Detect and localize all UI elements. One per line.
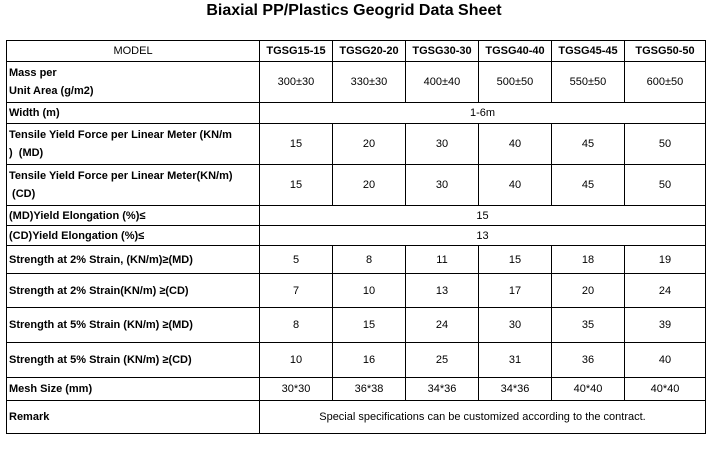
table-row-width: [7, 103, 706, 124]
tensile-md-cell: 40: [479, 124, 552, 165]
strength5-md-cell: 35: [552, 308, 625, 343]
mass-cell: 400±40: [406, 62, 479, 103]
table-row-tensile-md: [7, 124, 706, 165]
row-label-tensile-md: [7, 124, 260, 165]
mesh-size-cell: 30*30: [260, 378, 333, 401]
elongation-md-cell: 15: [260, 206, 706, 226]
mass-cell: 300±30: [260, 62, 333, 103]
strength2-md-cell: 18: [552, 246, 625, 274]
mass-cell: 500±50: [479, 62, 552, 103]
row-label-line: ) (MD): [9, 147, 44, 159]
strength5-cd-cell: 31: [479, 343, 552, 378]
table-row-strength2-md: [7, 246, 706, 274]
model-column-header: TGSG50-50: [625, 41, 706, 62]
strength2-md-cell: 19: [625, 246, 706, 274]
mass-cell: 600±50: [625, 62, 706, 103]
row-label-tensile-cd: [7, 165, 260, 206]
strength2-md-cell: 8: [333, 246, 406, 274]
tensile-md-cell: 45: [552, 124, 625, 165]
strength5-md-cell: 30: [479, 308, 552, 343]
tensile-md-cell: 15: [260, 124, 333, 165]
table-row-strength5-md: [7, 308, 706, 343]
remark-cell: Special specifications can be customized according to the contract.: [260, 401, 706, 434]
page-title: Biaxial PP/Plastics Geogrid Data Sheet: [206, 2, 502, 19]
row-label-strength2-cd: Strength at 2% Strain(KN/m) ≥(CD): [7, 274, 260, 308]
row-label-strength5-md: Strength at 5% Strain (KN/m) ≥(MD): [7, 308, 260, 343]
strength2-md-cell: 5: [260, 246, 333, 274]
model-column-header: TGSG15-15: [260, 41, 333, 62]
tensile-cd-cell: 20: [333, 165, 406, 206]
strength5-cd-cell: 10: [260, 343, 333, 378]
model-column-header: TGSG20-20: [333, 41, 406, 62]
strength5-cd-cell: 36: [552, 343, 625, 378]
row-label-strength2-md: Strength at 2% Strain, (KN/m)≥(MD): [7, 246, 260, 274]
table-row-strength2-cd: [7, 274, 706, 308]
strength5-cd-cell: 16: [333, 343, 406, 378]
row-label-mass: [7, 62, 260, 103]
row-label-elongation-md: (MD)Yield Elongation (%)≤: [7, 206, 260, 226]
table-row-tensile-cd: [7, 165, 706, 206]
strength2-cd-cell: 20: [552, 274, 625, 308]
row-label-elongation-cd: (CD)Yield Elongation (%)≤: [7, 226, 260, 246]
strength5-md-cell: 24: [406, 308, 479, 343]
row-label-line: Unit Area (g/m2): [9, 85, 94, 97]
width-cell: 1-6m: [260, 103, 706, 124]
row-label-mesh-size: Mesh Size (mm): [7, 378, 260, 401]
tensile-cd-cell: 45: [552, 165, 625, 206]
strength2-cd-cell: 10: [333, 274, 406, 308]
row-label-line: Tensile Yield Force per Linear Meter(KN/m): [9, 170, 233, 182]
strength2-cd-cell: 17: [479, 274, 552, 308]
tensile-md-cell: 20: [333, 124, 406, 165]
mesh-size-cell: 40*40: [625, 378, 706, 401]
table-row-strength5-cd: [7, 343, 706, 378]
strength5-cd-cell: 25: [406, 343, 479, 378]
tensile-md-cell: 50: [625, 124, 706, 165]
tensile-md-cell: 30: [406, 124, 479, 165]
table-header-row: [7, 41, 706, 62]
mesh-size-cell: 34*36: [406, 378, 479, 401]
strength2-md-cell: 15: [479, 246, 552, 274]
strength5-md-cell: 8: [260, 308, 333, 343]
tensile-cd-cell: 50: [625, 165, 706, 206]
row-label-line: (CD): [9, 188, 36, 200]
table-row-elongation-cd: [7, 226, 706, 246]
mesh-size-cell: 40*40: [552, 378, 625, 401]
table-row-remark: [7, 401, 706, 434]
table-row-elongation-md: [7, 206, 706, 226]
row-label-width: Width (m): [7, 103, 260, 124]
data-sheet-table: [6, 40, 706, 434]
mesh-size-cell: 36*38: [333, 378, 406, 401]
mass-cell: 550±50: [552, 62, 625, 103]
model-column-header: TGSG45-45: [552, 41, 625, 62]
elongation-cd-cell: 13: [260, 226, 706, 246]
model-column-header: TGSG30-30: [406, 41, 479, 62]
mass-cell: 330±30: [333, 62, 406, 103]
strength2-md-cell: 11: [406, 246, 479, 274]
model-column-header: TGSG40-40: [479, 41, 552, 62]
mesh-size-cell: 34*36: [479, 378, 552, 401]
table-row-mesh-size: [7, 378, 706, 401]
row-label-line: Mass per: [9, 67, 57, 79]
model-header: MODEL: [7, 41, 260, 62]
strength5-cd-cell: 40: [625, 343, 706, 378]
strength5-md-cell: 15: [333, 308, 406, 343]
table-row-mass: [7, 62, 706, 103]
row-label-line: Tensile Yield Force per Linear Meter (KN/m: [9, 129, 232, 141]
tensile-cd-cell: 40: [479, 165, 552, 206]
strength5-md-cell: 39: [625, 308, 706, 343]
strength2-cd-cell: 13: [406, 274, 479, 308]
row-label-remark: Remark: [7, 401, 260, 434]
tensile-cd-cell: 30: [406, 165, 479, 206]
row-label-strength5-cd: Strength at 5% Strain (KN/m) ≥(CD): [7, 343, 260, 378]
strength2-cd-cell: 7: [260, 274, 333, 308]
strength2-cd-cell: 24: [625, 274, 706, 308]
tensile-cd-cell: 15: [260, 165, 333, 206]
